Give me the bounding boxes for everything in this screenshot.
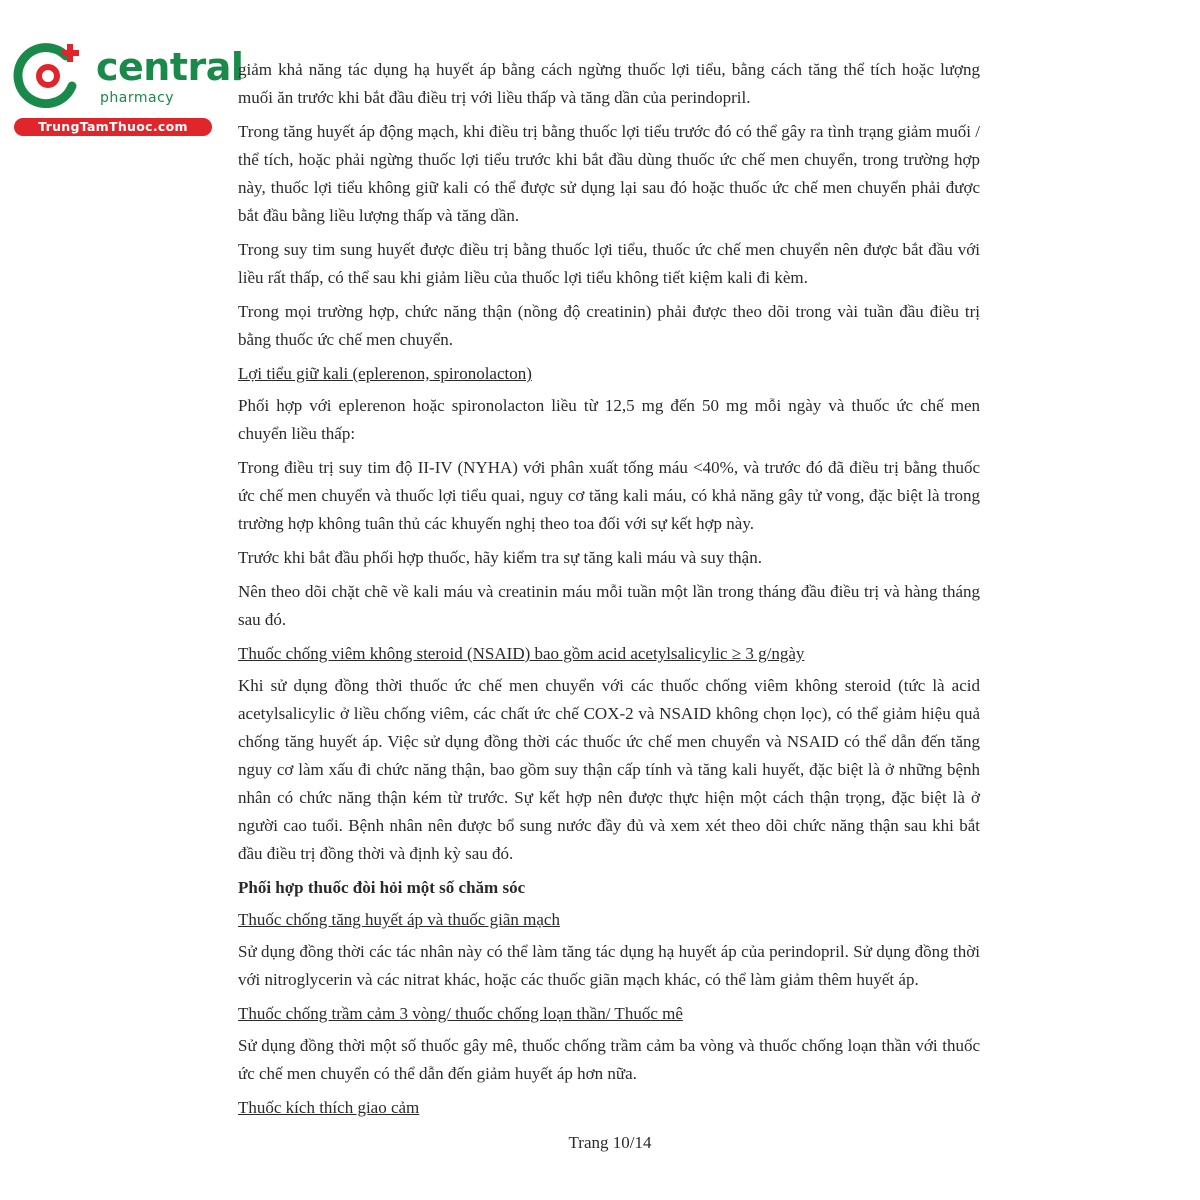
bold-heading: Phối hợp thuốc đòi hỏi một số chăm sóc: [238, 878, 526, 897]
paragraph: Phối hợp với eplerenon hoặc spironolacton liều từ 12,5 mg đến 50 mg mỗi ngày và thuốc ức chế men chuyển liều thấp:: [238, 396, 980, 443]
paragraph: Trước khi bắt đầu phối hợp thuốc, hãy kiểm tra sự tăng kali máu và suy thận.: [238, 548, 762, 567]
paragraph: Trong tăng huyết áp động mạch, khi điều trị bằng thuốc lợi tiểu trước đó có thể gây ra tình trạng giảm muối / thể tích, hoặc phải ngừng thuốc lợi tiểu trước khi bắt đầu dùng thuốc ức chế men chuyển, trong trường hợp này, thuốc lợi tiểu không giữ kali có thể được sử dụng lại sau đó hoặc thuốc ức chế men chuyển phải được bắt đầu bằng liều lượng thấp và tăng dần.: [238, 122, 980, 225]
section-heading: Lợi tiểu giữ kali (eplerenon, spironolacton): [238, 364, 532, 383]
brand-sub: pharmacy: [100, 90, 175, 106]
paragraph: giảm khả năng tác dụng hạ huyết áp bằng cách ngừng thuốc lợi tiểu, bằng cách tăng thể tích hoặc lượng muối ăn trước khi bắt đầu điều trị với liều thấp và tăng dần của perindopril.: [238, 60, 980, 107]
section-heading: Thuốc kích thích giao cảm: [238, 1098, 420, 1117]
paragraph: Khi sử dụng đồng thời thuốc ức chế men chuyển với các thuốc chống viêm không steroid (tức là acid acetylsalicylic ở liều chống viêm, các chất ức chế COX-2 và NSAID không chọn lọc), có thể giảm hiệu quả chống tăng huyết áp. Việc sử dụng đồng thời các thuốc ức chế men chuyển và NSAID có thể dẫn đến tăng nguy cơ làm xấu đi chức năng thận, bao gồm suy thận cấp tính và tăng kali huyết, đặc biệt là ở những bệnh nhân có chức năng thận kém từ trước. Sự kết hợp nên được thực hiện một cách thận trọng, đặc biệt là ở người cao tuổi. Bệnh nhân nên được bổ sung nước đầy đủ và xem xét theo dõi chức năng thận sau khi bắt đầu điều trị đồng thời và định kỳ sau đó.: [238, 676, 980, 863]
paragraph: Nên theo dõi chặt chẽ về kali máu và creatinin máu mỗi tuần một lần trong tháng đầu điều trị và hàng tháng sau đó.: [238, 582, 980, 629]
paragraph: Sử dụng đồng thời các tác nhân này có thể làm tăng tác dụng hạ huyết áp của perindopril. Sử dụng đồng thời với nitroglycerin và các nitrat khác, hoặc các thuốc giãn mạch khác, có thể làm giảm thêm huyết áp.: [238, 942, 980, 989]
section-heading: Thuốc chống trầm cảm 3 vòng/ thuốc chống loạn thần/ Thuốc mê: [238, 1004, 683, 1023]
paragraph: Trong điều trị suy tim độ II-IV (NYHA) với phân xuất tống máu <40%, và trước đó đã điều trị bằng thuốc ức chế men chuyển và thuốc lợi tiểu quai, nguy cơ tăng kali máu, có khả năng gây tử vong, đặc biệt là trong trường hợp không tuân thủ các khuyến nghị theo toa đối với sự kết hợp này.: [238, 458, 980, 533]
brand-logo: [10, 36, 244, 136]
paragraph: Trong mọi trường hợp, chức năng thận (nồng độ creatinin) phải được theo dõi trong vài tuần đầu điều trị bằng thuốc ức chế men chuyển.: [238, 302, 980, 349]
paragraph: Sử dụng đồng thời một số thuốc gây mê, thuốc chống trầm cảm ba vòng và thuốc chống loạn thần với thuốc ức chế men chuyển có thể dẫn đến giảm huyết áp hơn nữa.: [238, 1036, 980, 1083]
section-heading: Thuốc chống viêm không steroid (NSAID) bao gồm acid acetylsalicylic ≥ 3 g/ngày: [238, 644, 805, 663]
brand-name: central: [96, 45, 244, 89]
paragraph: Trong suy tim sung huyết được điều trị bằng thuốc lợi tiểu, thuốc ức chế men chuyển nên được bắt đầu với liều rất thấp, có thể sau khi giảm liều của thuốc lợi tiểu không tiết kiệm kali đi kèm.: [238, 240, 980, 287]
page-number: Trang 10/14: [568, 1133, 652, 1152]
document-body: [238, 56, 980, 1126]
section-heading: Thuốc chống tăng huyết áp và thuốc giãn mạch: [238, 910, 560, 929]
central-pharmacy-logo-icon: [10, 36, 90, 116]
brand-site-badge: TrungTamThuoc.com: [14, 118, 212, 136]
